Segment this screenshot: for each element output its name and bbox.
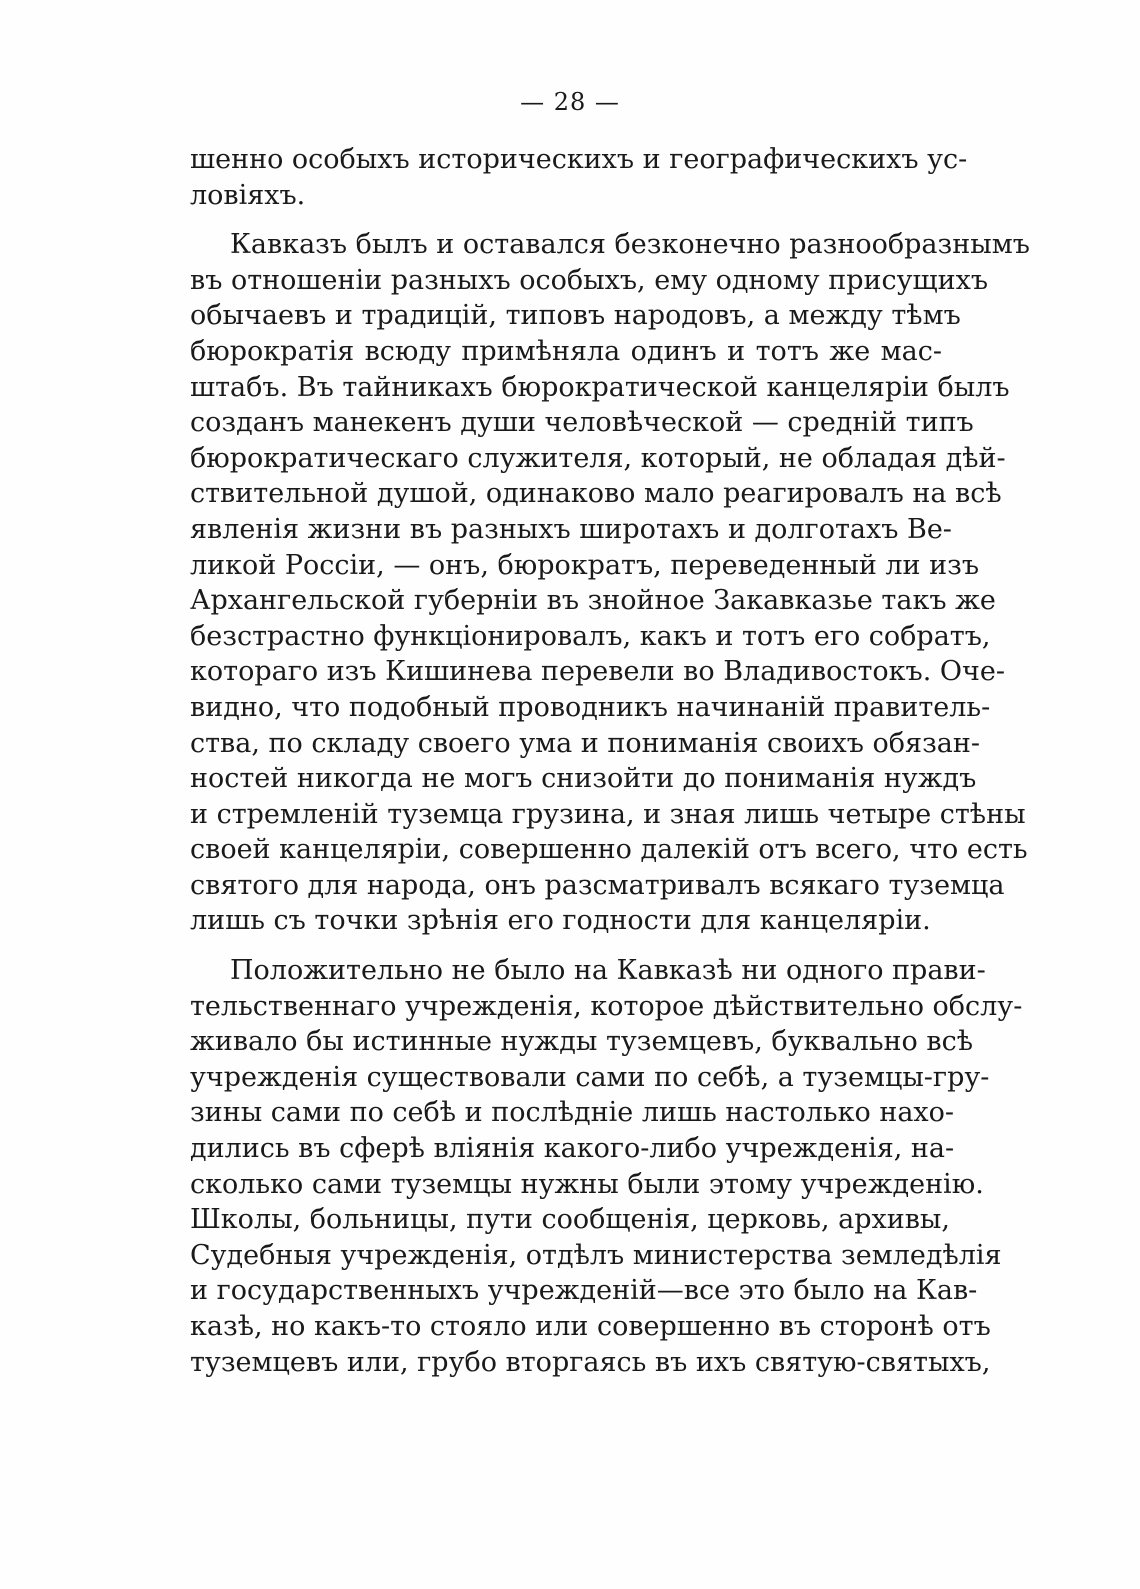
paragraph-1 [190,142,968,213]
text-line: ликой Россіи, — онъ, бюрократъ, переведенный ли изъ [190,549,980,581]
text-line: зины сами по себѣ и послѣдніе лишь настолько нахо- [190,1097,955,1129]
text-line: бюрократическаго служителя, который, не обладая дѣй- [190,442,1006,474]
text-line: и государственныхъ учрежденій—все это было на Кав- [190,1275,978,1307]
text-line: своей канцеляріи, совершенно далекій отъ всего, что есть [190,834,1028,866]
paragraph-gap [190,213,942,227]
paragraph-3 [190,953,1023,1380]
text-line: святого для народа, онъ разсматривалъ всякаго туземца [190,869,1005,901]
text-line: казѣ, но какъ-то стояло или совершенно въ сторонѣ отъ [190,1311,991,1342]
text-line: дились въ сферѣ вліянія какого-либо учрежденія, на- [190,1133,955,1165]
text-line: бюрократія всюду примѣняла одинъ и тотъ же мас- [190,335,942,367]
text-line: котораго изъ Кишинева перевели во Владивостокъ. Оче- [190,656,1005,688]
text-line: Положительно не было на Кавказѣ ни одного прави- [230,955,986,987]
text-line: Судебныя учрежденія, отдѣлъ министерства земледѣлія [190,1239,1002,1271]
text-line: шенно особыхъ историческихъ и географическихъ ус- [190,144,968,175]
body-text [190,142,1030,1380]
text-line: видно, что подобный проводникъ начинаній правитель- [190,691,991,723]
paragraph-gap [190,939,942,953]
text-line: учрежденія существовали сами по себѣ, а туземцы-гру- [190,1061,990,1093]
text-line: ствительной душой, одинаково мало реагировалъ на всѣ [190,478,1002,510]
text-line: обычаевъ и традицій, типовъ народовъ, а между тѣмъ [190,300,961,332]
text-line: тельственнаго учрежденія, которое дѣйствительно обслу- [190,990,1023,1022]
text-line: Кавказъ былъ и оставался безконечно разнообразнымъ [230,229,1030,261]
paragraph-2 [190,227,1030,939]
text-line: туземцевъ или, грубо вторгаясь въ ихъ святую-святыхъ, [190,1346,991,1378]
text-line: въ отношеніи разныхъ особыхъ, ему одному присущихъ [190,264,989,296]
text-line: ностей никогда не могъ снизойти до пониманія нуждъ [190,763,977,795]
text-line: явленія жизни въ разныхъ широтахъ и долготахъ Ве- [190,513,952,545]
text-line: сколько сами туземцы нужны были этому учрежденію. [190,1168,984,1200]
text-line: живало бы истинные нужды туземцевъ, буквально всѣ [190,1026,973,1058]
text-line: безстрастно функціонировалъ, какъ и тотъ его собратъ, [190,620,991,652]
text-line: лишь съ точки зрѣнія его годности для канцеляріи. [190,905,931,937]
text-line: ловіяхъ. [190,179,306,211]
text-line: штабъ. Въ тайникахъ бюрократической канцеляріи былъ [190,371,1010,403]
text-line: и стремленій туземца грузина, и зная лишь четыре стѣны [190,798,1026,830]
text-line: Школы, больницы, пути сообщенія, церковь, архивы, [190,1204,951,1236]
text-line: ства, по складу своего ума и пониманія своихъ обязан- [190,727,981,759]
text-line: созданъ манекенъ души человѣческой — средній типъ [190,407,974,439]
text-line: Архангельской губерніи въ знойное Закавказье такъ же [190,585,996,617]
page-number: — 28 — [520,88,620,116]
